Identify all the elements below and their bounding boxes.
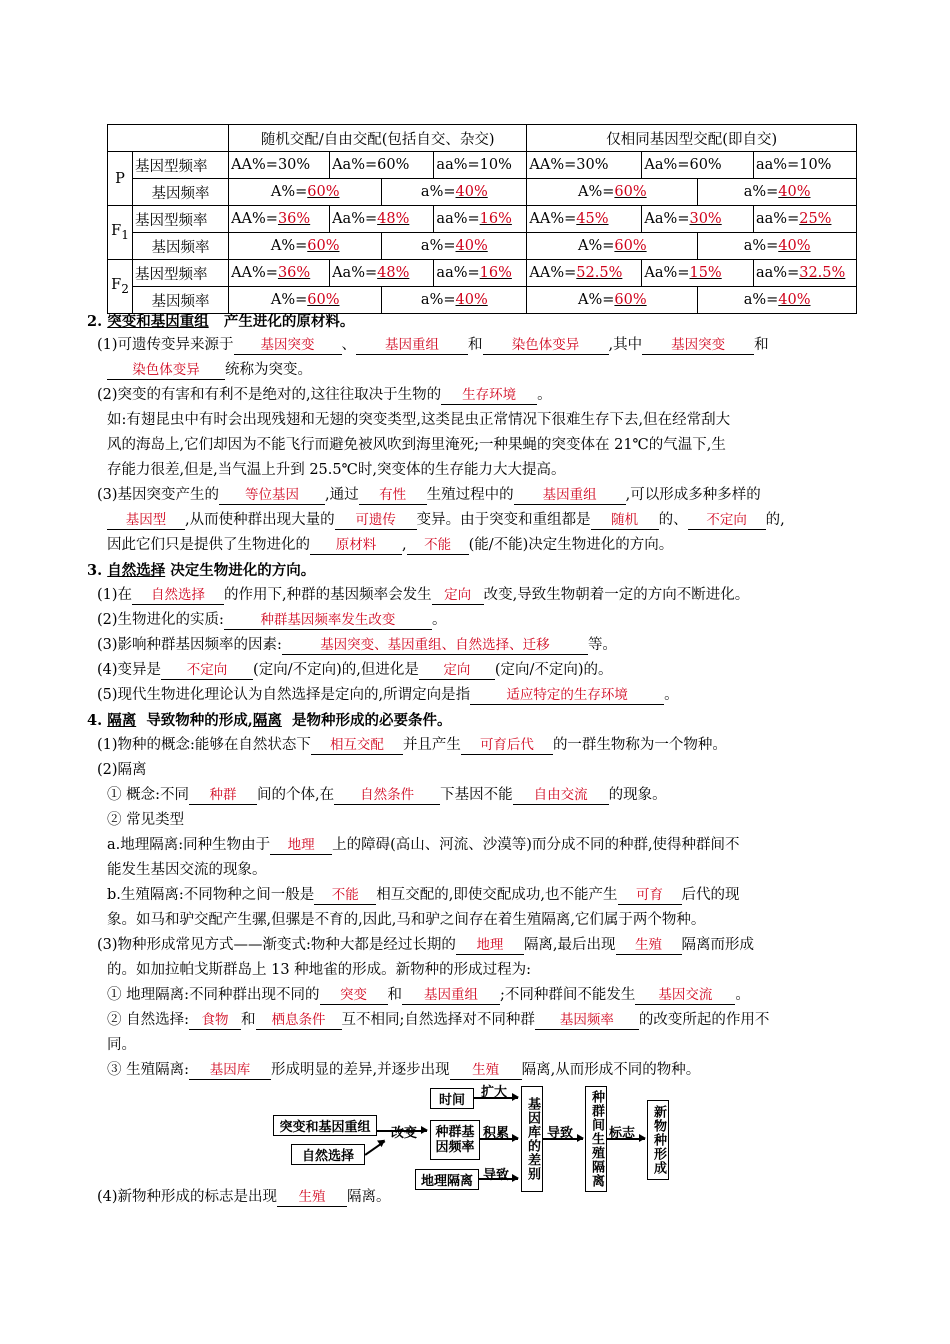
answer-blank: 基因型 — [107, 512, 185, 530]
table-row — [108, 233, 857, 260]
generation-f1: $F_1$ — [108, 206, 133, 260]
paragraph: (2)突变的有害和有利不是绝对的,这往往取决于生物的 生存环境 。 — [97, 387, 552, 403]
answer-blank: 种群基因频率发生改变 — [224, 612, 432, 630]
label-gene-freq: 基因频率 — [133, 233, 229, 260]
answer-blank: 有性 — [359, 487, 427, 505]
paragraph: ② 自然选择: 食物 和 栖息条件 互不相同;自然选择对不同种群 基因频率 的改变所起的作用不 — [107, 1012, 770, 1028]
cell: A%=60% — [229, 179, 382, 206]
gene-frequency-table — [107, 124, 857, 314]
label-genotype-freq: 基因型频率 — [133, 260, 229, 287]
answer-blank: 自然选择 — [132, 587, 224, 605]
cell: Aa%=60% — [642, 152, 754, 179]
answer-blank: 生存环境 — [441, 387, 537, 405]
answer-blank: 地理 — [270, 837, 332, 855]
cell: Aa%=60% — [330, 152, 434, 179]
answer-blank: 基因交流 — [635, 987, 735, 1005]
paragraph: 同。 — [107, 1037, 136, 1053]
section-4-heading: 4. 隔离 导致物种的形成,隔离 是物种形成的必要条件。 — [87, 712, 452, 729]
answer-blank: 食物 — [189, 1012, 241, 1030]
answer-blank: 适应特定的生存环境 — [470, 687, 664, 705]
paragraph: (5)现代生物进化理论认为自然选择是定向的,所谓定向是指 适应特定的生存环境 。 — [97, 687, 679, 703]
speciation-flow-diagram — [273, 1080, 673, 1195]
cell: aa%=10% — [434, 152, 527, 179]
box-gene-pool-difference: 基因库的差别 — [521, 1086, 543, 1192]
answer-blank: 染色体变异 — [483, 337, 609, 355]
cell: AA%=45% — [527, 206, 642, 233]
box-geographic-isolation: 地理隔离 — [415, 1169, 479, 1190]
label-gene-freq: 基因频率 — [133, 287, 229, 314]
answer-blank: 染色体变异 — [107, 362, 225, 380]
cell: AA%=36% — [229, 260, 330, 287]
cell: aa%=10% — [754, 152, 857, 179]
cell: A%=60% — [229, 287, 382, 314]
generation-f2: $F_2$ — [108, 260, 133, 314]
box-time: 时间 — [430, 1088, 474, 1109]
header-self-mating: 仅相同基因型交配(即自交) — [527, 125, 857, 152]
answer-blank: 基因突变 — [234, 337, 342, 355]
answer-blank: 可育后代 — [461, 737, 553, 755]
cell: AA%=30% — [229, 152, 330, 179]
box-mutation-recombination: 突变和基因重组 — [273, 1115, 377, 1136]
paragraph: (3)影响种群基因频率的因素: 基因突变、基因重组、自然选择、迁移 等。 — [97, 637, 617, 653]
answer-blank: 突变 — [320, 987, 388, 1005]
paragraph: 能发生基因交流的现象。 — [107, 862, 267, 878]
cell: Aa%=48% — [330, 206, 434, 233]
answer-blank: 基因库 — [189, 1062, 271, 1080]
answer-blank: 生殖 — [450, 1062, 522, 1080]
arrow — [365, 1140, 386, 1155]
box-reproductive-isolation: 种群间生殖隔离 — [585, 1086, 607, 1192]
paragraph: 存能力很差,但是,当气温上升到 25.5℃时,突变体的生存能力大大提高。 — [107, 462, 566, 478]
box-new-species: 新物种形成 — [647, 1100, 669, 1180]
answer-blank: 基因突变 — [642, 337, 754, 355]
answer-blank: 相互交配 — [311, 737, 403, 755]
paragraph: (1)物种的概念:能够在自然状态下 相互交配 并且产生 可育后代 的一群生物称为一个物种。 — [97, 737, 727, 753]
answer-blank: 自由交流 — [513, 787, 609, 805]
label-change: 改变 — [391, 1126, 418, 1141]
cell: aa%=16% — [434, 260, 527, 287]
cell: A%=60% — [527, 287, 698, 314]
answer-blank: 基因频率 — [535, 1012, 639, 1030]
paragraph: ② 常见类型 — [107, 812, 185, 828]
cell: A%=60% — [229, 233, 382, 260]
paragraph: (2)隔离 — [97, 762, 147, 778]
cell: a%=40% — [698, 287, 857, 314]
paragraph: 染色体变异 统称为突变。 — [107, 358, 312, 383]
cell: aa%=32.5% — [754, 260, 857, 287]
cell: a%=40% — [382, 179, 527, 206]
cell: Aa%=15% — [642, 260, 754, 287]
answer-blank: 不定向 — [688, 512, 766, 530]
answer-blank: 地理 — [456, 937, 524, 955]
answer-blank: 种群 — [189, 787, 257, 805]
paragraph: (4)新物种形成的标志是出现 生殖 隔离。 — [97, 1189, 391, 1205]
generation-p: P — [108, 152, 133, 206]
paragraph: ③ 生殖隔离: 基因库 形成明显的差异,并逐步出现 生殖 隔离,从而形成不同的物种。 — [107, 1062, 701, 1078]
answer-blank: 等位基因 — [219, 487, 325, 505]
paragraph: 风的海岛上,它们却因为不能飞行而避免被风吹到海里淹死;一种果蝇的突变体在 21℃的气温下,生 — [107, 437, 726, 453]
cell: AA%=36% — [229, 206, 330, 233]
box-natural-selection: 自然选择 — [291, 1144, 365, 1165]
paragraph: (3)基因突变产生的 等位基因 ,通过 有性 生殖过程中的 基因重组 ,可以形成多种多样的 — [97, 487, 761, 503]
label-mark: 标志 — [609, 1126, 636, 1141]
cell: aa%=16% — [434, 206, 527, 233]
cell: a%=40% — [382, 233, 527, 260]
answer-blank: 定向 — [432, 587, 484, 605]
label-expand: 扩大 — [481, 1085, 508, 1100]
table-row — [108, 152, 857, 179]
answer-blank: 随机 — [591, 512, 659, 530]
cell: a%=40% — [698, 233, 857, 260]
label-genotype-freq: 基因型频率 — [133, 152, 229, 179]
paragraph: (2)生物进化的实质: 种群基因频率发生改变 。 — [97, 612, 447, 628]
paragraph: 基因型 ,从而使种群出现大量的 可遗传 变异。由于突变和重组都是 随机 的、 不定向 的, — [107, 508, 785, 533]
paragraph: (1)在 自然选择 的作用下,种群的基因频率会发生 定向 改变,导致生物朝着一定的方向不断进化。 — [97, 587, 750, 603]
answer-blank: 生殖 — [616, 937, 682, 955]
label-gene-freq: 基因频率 — [133, 179, 229, 206]
box-population-gene-frequency: 种群基因频率 — [430, 1120, 480, 1160]
label-lead: 导致 — [547, 1126, 574, 1141]
label-accumulate: 积累 — [483, 1126, 510, 1141]
cell: a%=40% — [698, 179, 857, 206]
label-lead: 导致 — [483, 1168, 510, 1183]
cell: a%=40% — [382, 287, 527, 314]
paragraph: (4)变异是 不定向 (定向/不定向)的,但进化是 定向 (定向/不定向)的。 — [97, 662, 613, 678]
table-row — [108, 260, 857, 287]
header-random-mating: 随机交配/自由交配(包括自交、杂交) — [229, 125, 527, 152]
cell: aa%=25% — [754, 206, 857, 233]
paragraph: a.地理隔离:同种生物由于 地理 上的障碍(高山、河流、沙漠等)而分成不同的种群,使得种群间不 — [107, 837, 740, 853]
paragraph: (3)物种形成常见方式——渐变式:物种大都是经过长期的 地理 隔离,最后出现 生殖 隔离而形成 — [97, 937, 755, 953]
answer-blank: 定向 — [419, 662, 495, 680]
answer-blank: 原材料 — [310, 537, 402, 555]
paragraph: (1)可遗传变异来源于 基因突变 、 基因重组 和 染色体变异 ,其中 基因突变 和 — [97, 337, 769, 353]
cell: Aa%=48% — [330, 260, 434, 287]
answer-blank: 自然条件 — [334, 787, 440, 805]
table-row — [108, 206, 857, 233]
answer-blank: 栖息条件 — [256, 1012, 342, 1030]
answer-blank: 不能 — [314, 887, 376, 905]
answer-blank: 生殖 — [277, 1189, 347, 1207]
section-3-heading: 3. 自然选择 决定生物进化的方向。 — [87, 562, 316, 579]
table-header-row — [108, 125, 857, 152]
paragraph: 象。如马和驴交配产生骡,但骡是不育的,因此,马和驴之间存在着生殖隔离,它们属于两个物种。 — [107, 912, 706, 928]
section-2-heading: 2. 突变和基因重组 产生进化的原材料。 — [87, 313, 355, 330]
answer-blank: 不定向 — [161, 662, 253, 680]
paragraph: ① 地理隔离:不同种群出现不同的 突变 和 基因重组 ;不同种群间不能发生 基因交流 。 — [107, 987, 750, 1003]
paragraph: 的。如加拉帕戈斯群岛上 13 种地雀的形成。新物种的形成过程为: — [107, 962, 532, 978]
paragraph: 因此它们只是提供了生物进化的 原材料 , 不能 (能/不能)决定生物进化的方向。 — [107, 537, 674, 553]
paragraph: 如:有翅昆虫中有时会出现残翅和无翅的突变类型,这类昆虫正常情况下很难生存下去,但在经常刮大 — [107, 412, 731, 428]
answer-blank: 不能 — [407, 537, 469, 555]
cell: AA%=30% — [527, 152, 642, 179]
answer-blank: 基因重组 — [356, 337, 468, 355]
cell: AA%=52.5% — [527, 260, 642, 287]
cell: A%=60% — [527, 233, 698, 260]
cell: Aa%=30% — [642, 206, 754, 233]
cell: A%=60% — [527, 179, 698, 206]
paragraph: b.生殖隔离:不同物种之间一般是 不能 相互交配的,即使交配成功,也不能产生 可育 后代的现 — [107, 887, 740, 903]
paragraph: ① 概念:不同 种群 间的个体,在 自然条件 下基因不能 自由交流 的现象。 — [107, 787, 667, 803]
answer-blank: 可遗传 — [335, 512, 417, 530]
answer-blank: 可育 — [618, 887, 682, 905]
answer-blank: 基因重组 — [402, 987, 500, 1005]
answer-blank: 基因突变、基因重组、自然选择、迁移 — [282, 637, 588, 655]
table-row — [108, 179, 857, 206]
answer-blank: 基因重组 — [514, 487, 626, 505]
label-genotype-freq: 基因型频率 — [133, 206, 229, 233]
